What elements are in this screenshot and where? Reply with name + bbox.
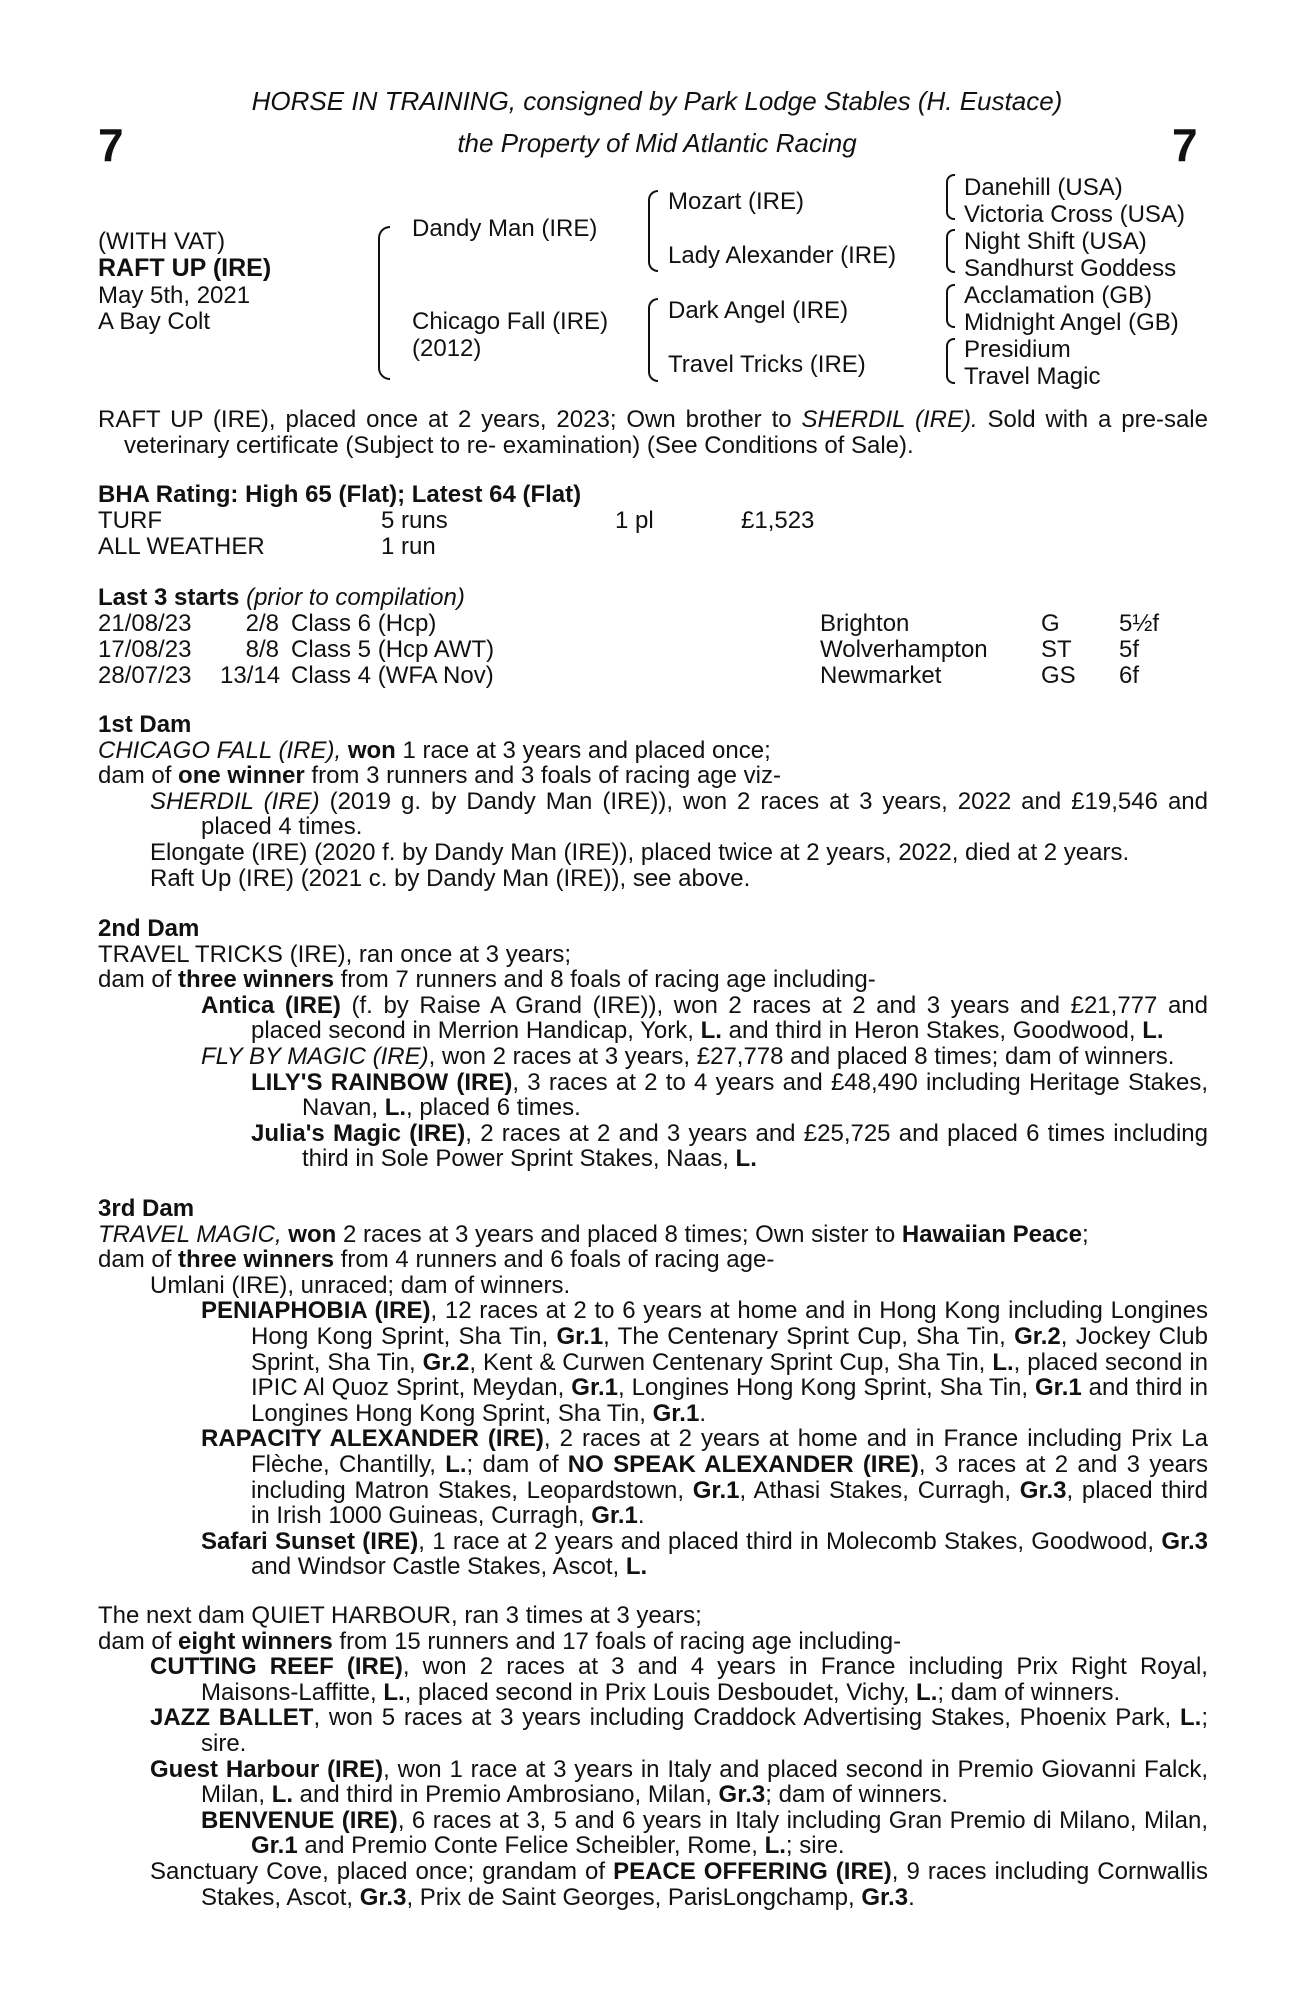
gg-6: Midnight Angel (GB)	[964, 309, 1179, 336]
second-dam-title: 2nd Dam	[98, 915, 200, 942]
horse-name: RAFT UP (IRE)	[98, 254, 272, 282]
dam-dam: Travel Tricks (IRE)	[668, 351, 866, 378]
header-consignor: HORSE IN TRAINING, consigned by Park Lodge Stables (H. Eustace)	[251, 86, 1063, 116]
gg-5: Acclamation (GB)	[964, 282, 1153, 309]
rating-row-turf	[98, 507, 1208, 533]
runs: 5 runs	[381, 507, 448, 534]
pedigree-brace-gg1	[946, 174, 955, 220]
start-row: 28/07/23 13/14 Class 4 (WFA Nov) Newmarket GS 6f	[98, 662, 1140, 689]
gg-8: Travel Magic	[964, 363, 1101, 390]
gg-1: Danehill (USA)	[964, 174, 1123, 201]
dam: Chicago Fall (IRE)	[412, 308, 609, 335]
third-dam-section: 3rd Dam TRAVEL MAGIC, won 2 races at 3 years and placed 8 times; Own sister to Hawaiian Peace; dam of three winners from 4 runners and 6 foals of racing age- Umlani (IRE), unraced; dam of winners. PENIAPHOBIA (IRE), 12 races at 2 to 6 years at home and in Hong Kong including Longines Hong Kong Sprint, Sha Tin, Gr.1, The Centenary Sprint Cup, Sha Tin, Gr.2, Jockey Club Sprint, Sha Tin, Gr.2, Kent & Curwen Centenary Sprint Cup, Sha Tin, L., placed second in IPIC Al Quoz Sprint, Meydan, Gr.1, Longines Hong Kong Sprint, Sha Tin, Gr.1 and third in Longines Hong Kong Sprint, Sha Tin, Gr.1. RAPACITY ALEXANDER (IRE), 2 races at 2 years at home and in France including Prix La Flèche, Chantilly, L.; dam of NO SPEAK ALEXANDER (IRE), 3 races at 2 and 3 years including Matron Stakes, Leopardstown, Gr.1, Athasi Stakes, Curragh, Gr.3, placed third in Irish 1000 Guineas, Curragh, Gr.1. Safari Sunset (IRE), 1 race at 2 years and placed third in Molecomb Stakes, Goodwood, Gr.3 and Windsor Castle Stakes, Ascot, L.	[98, 1195, 1209, 1581]
third-dam-title: 3rd Dam	[98, 1195, 195, 1222]
lot-number-right: 7	[1172, 119, 1198, 171]
sire: Dandy Man (IRE)	[412, 215, 598, 242]
first-dam-section: 1st Dam CHICAGO FALL (IRE), won 1 race at 3 years and placed once; dam of one winner from 3 runners and 3 foals of racing age viz- SHERDIL (IRE) (2019 g. by Dandy Man (IRE)), won 2 races at 3 years, 2022 and £19,546 and placed 4 times. Elongate (IRE) (2020 f. by Dandy Man (IRE)), placed twice at 2 years, 2022, died at 2 years. Raft Up (IRE) (2021 c. by Dandy Man (IRE)), see above.	[98, 711, 1208, 892]
bha-rating-title: BHA Rating: High 65 (Flat); Latest 64 (Flat)	[98, 481, 582, 508]
placed: 1 pl	[615, 507, 654, 534]
second-dam-section: 2nd Dam TRAVEL TRICKS (IRE), ran once at 3 years; dam of three winners from 7 runners and 8 foals of racing age including- Antica (IRE) (f. by Raise A Grand (IRE)), won 2 races at 2 and 3 years and £21,777 and placed second in Merrion Handicap, York, L. and third in Heron Stakes, Goodwood, L. FLY BY MAGIC (IRE), won 2 races at 3 years, £27,778 and placed 8 times; dam of winners. LILY'S RAINBOW (IRE), 3 races at 2 to 4 years and £48,490 including Heritage Stakes, Navan, L., placed 6 times. Julia's Magic (IRE), 2 races at 2 and 3 years and £25,725 and placed 6 times including third in Sole Power Sprint Stakes, Naas, L.	[98, 915, 1209, 1173]
lot-number-left: 7	[98, 119, 124, 171]
pedigree-brace-gg4	[946, 338, 955, 384]
summary-paragraph: RAFT UP (IRE), placed once at 2 years, 2023; Own brother to SHERDIL (IRE). Sold with a pre-sale veterinary certificate (Subject to re- examination) (See Conditions of Sale).	[98, 406, 1208, 459]
start-row: 17/08/23 8/8 Class 5 (Hcp AWT) Wolverhampton ST 5f	[98, 636, 1140, 663]
pedigree-brace-gg3	[946, 284, 955, 328]
first-dam-title: 1st Dam	[98, 711, 192, 738]
prize: £1,523	[741, 507, 815, 534]
gg-4: Sandhurst Goddess	[964, 255, 1177, 282]
next-dam-section: The next dam QUIET HARBOUR, ran 3 times at 3 years; dam of eight winners from 15 runners and 17 foals of racing age including- CUTTING REEF (IRE), won 2 races at 3 and 4 years in France including Prix Right Royal, Maisons-Laffitte, L., placed second in Prix Louis Desboudet, Vichy, L.; dam of winners. JAZZ BALLET, won 5 races at 3 years including Craddock Advertising Stakes, Phoenix Park, L.; sire. Guest Harbour (IRE), won 1 race at 3 years in Italy and placed second in Premio Giovanni Falck, Milan, L. and third in Premio Ambrosiano, Milan, Gr.3; dam of winners. BENVENUE (IRE), 6 races at 3, 5 and 6 years in Italy including Gran Premio di Milano, Milan, Gr.1 and Premio Conte Felice Scheibler, Rome, L.; sire. Sanctuary Cove, placed once; grandam of PEACE OFFERING (IRE), 9 races including Cornwallis Stakes, Ascot, Gr.3, Prix de Saint Georges, ParisLongchamp, Gr.3.	[98, 1602, 1209, 1911]
rating-row-aw	[98, 533, 1208, 559]
dam-sire: Dark Angel (IRE)	[668, 297, 849, 324]
foaled-date: May 5th, 2021	[98, 282, 251, 309]
surface: ALL WEATHER	[98, 533, 265, 560]
sire-sire: Mozart (IRE)	[668, 188, 805, 215]
runs: 1 run	[381, 533, 436, 560]
surface: TURF	[98, 507, 162, 534]
horse-description: A Bay Colt	[98, 308, 211, 335]
sire-dam: Lady Alexander (IRE)	[668, 242, 897, 269]
gg-3: Night Shift (USA)	[964, 228, 1147, 255]
gg-2: Victoria Cross (USA)	[964, 201, 1185, 228]
pedigree-brace-sire	[648, 190, 658, 272]
header-property: the Property of Mid Atlantic Racing	[457, 128, 857, 158]
gg-7: Presidium	[964, 336, 1071, 363]
vat-note: (WITH VAT)	[98, 228, 226, 255]
pedigree-brace-main	[378, 226, 390, 380]
last-starts-title: Last 3 starts (prior to compilation)	[98, 584, 465, 611]
pedigree-brace-gg2	[946, 229, 955, 273]
pedigree-brace-dam	[648, 298, 658, 382]
start-row: 21/08/23 2/8 Class 6 (Hcp) Brighton G 5½f	[98, 610, 1160, 637]
dam-year: (2012)	[412, 335, 482, 362]
